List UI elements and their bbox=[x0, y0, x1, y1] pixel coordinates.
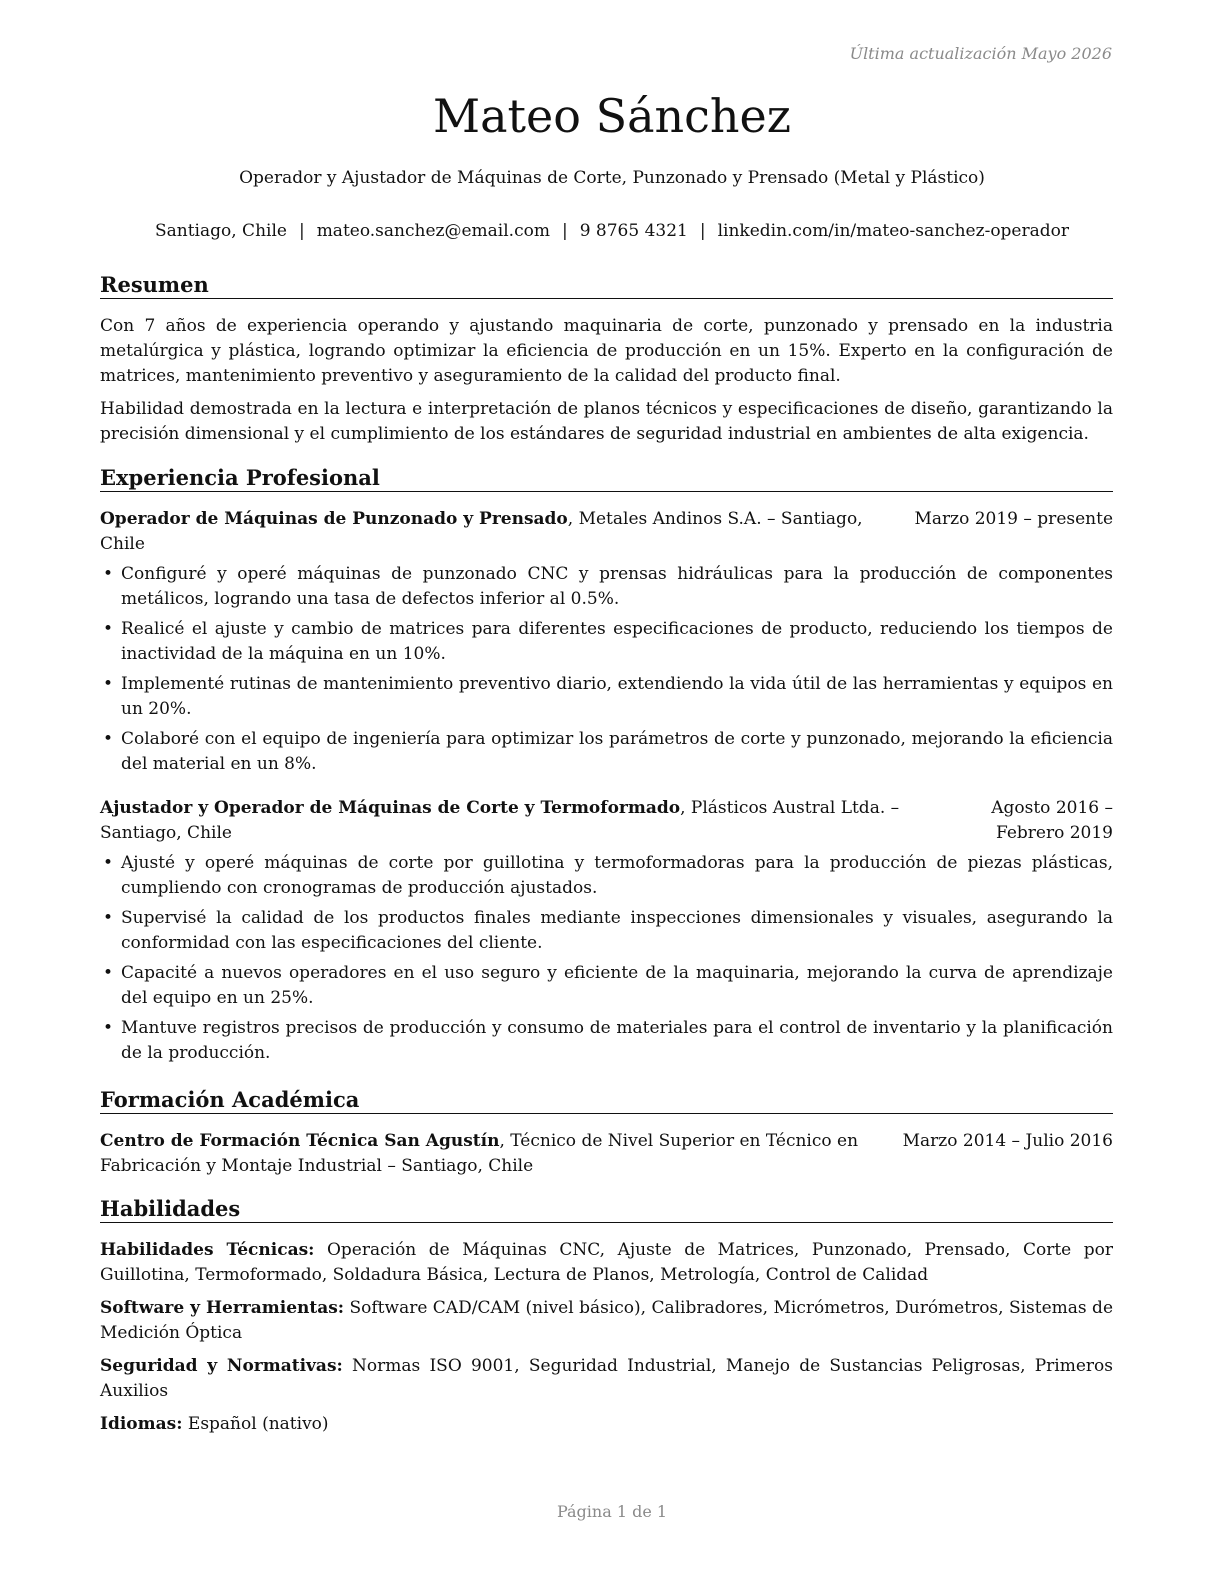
summary-section bbox=[100, 272, 1113, 447]
job-title: Operador y Ajustador de Máquinas de Corte, Punzonado y Prensado (Metal y Plástico) bbox=[239, 168, 985, 188]
skill-group bbox=[100, 1412, 1113, 1437]
skill-value: Operación de Máquinas CNC, Ajuste de Matrices, Punzonado, Prensado, Corte por Guillotina, Termoformado, Soldadura Básica, Lectura de Planos, Metrología, Control de Calidad bbox=[100, 1240, 1113, 1285]
job-company: , Plásticos Austral Ltda. – Santiago, Chile bbox=[100, 798, 900, 843]
skill-group bbox=[100, 1238, 1113, 1288]
job-bullet: • Configuré y operé máquinas de punzonado CNC y prensas hidráulicas para la producción de componentes metálicos, logrando una tasa de defectos inferior al 0.5%. bbox=[100, 562, 1113, 612]
experience-section bbox=[100, 465, 1113, 1071]
education-institution: Centro de Formación Técnica San Agustín bbox=[100, 1131, 500, 1151]
job-entry bbox=[100, 507, 1113, 777]
skill-value: Español (nativo) bbox=[182, 1414, 329, 1434]
job-date: Marzo 2019 – presente bbox=[914, 509, 1113, 529]
section-title-experience: Experiencia Profesional bbox=[100, 465, 1113, 492]
skill-group bbox=[100, 1296, 1113, 1346]
job-company: , Metales Andinos S.A. – Santiago, Chile bbox=[100, 509, 863, 554]
job-entry bbox=[100, 796, 1113, 1066]
skill-value: Normas ISO 9001, Seguridad Industrial, Manejo de Sustancias Peligrosas, Primeros Auxilios bbox=[100, 1356, 1113, 1401]
contact-location: Santiago, Chile bbox=[155, 221, 287, 241]
contact-email[interactable]: mateo.sanchez@email.com bbox=[316, 221, 550, 241]
job-role: Operador de Máquinas de Punzonado y Prensado bbox=[100, 509, 568, 529]
candidate-name: Mateo Sánchez bbox=[433, 89, 791, 143]
job-header bbox=[100, 796, 1113, 846]
skill-group bbox=[100, 1354, 1113, 1404]
section-title-skills: Habilidades bbox=[100, 1196, 1113, 1223]
job-role: Ajustador y Operador de Máquinas de Corte y Termoformado bbox=[100, 798, 681, 818]
skill-label: Seguridad y Normativas: bbox=[100, 1356, 343, 1376]
section-title-education: Formación Académica bbox=[100, 1087, 1113, 1114]
contact-separator: | bbox=[561, 221, 568, 241]
skill-label: Software y Herramientas: bbox=[100, 1298, 345, 1318]
job-bullet: • Colaboré con el equipo de ingeniería para optimizar los parámetros de corte y punzonado, mejorando la eficiencia del material en un 8%. bbox=[100, 727, 1113, 777]
education-date: Marzo 2014 – Julio 2016 bbox=[902, 1131, 1113, 1151]
job-date: Agosto 2016 – Febrero 2019 bbox=[991, 798, 1113, 843]
last-updated: Última actualización Mayo 2026 bbox=[849, 44, 1112, 63]
skill-label: Habilidades Técnicas: bbox=[100, 1240, 315, 1260]
job-bullet: • Implementé rutinas de mantenimiento preventivo diario, extendiendo la vida útil de las herramientas y equipos en un 20%. bbox=[100, 672, 1113, 722]
education-entry bbox=[100, 1129, 1113, 1179]
contact-phone: 9 8765 4321 bbox=[579, 221, 688, 241]
skill-label: Idiomas: bbox=[100, 1414, 183, 1434]
section-title-summary: Resumen bbox=[100, 272, 1113, 299]
job-bullet: • Capacité a nuevos operadores en el uso seguro y eficiente de la maquinaria, mejorando la curva de aprendizaje del equipo en un 25%. bbox=[100, 961, 1113, 1011]
contact-separator: | bbox=[699, 221, 706, 241]
summary-paragraph: Con 7 años de experiencia operando y ajustando maquinaria de corte, punzonado y prensado en la industria metalúrgica y plástica, logrando optimizar la eficiencia de producción en un 15%. Experto en la configuración de matrices, mantenimiento preventivo y aseguramiento de la calidad del producto final. bbox=[100, 316, 1113, 386]
page-number: Página 1 de 1 bbox=[556, 1502, 668, 1521]
job-bullet: • Ajusté y operé máquinas de corte por guillotina y termoformadoras para la producción de piezas plásticas, cumpliendo con cronogramas de producción ajustados. bbox=[100, 851, 1113, 901]
job-bullets bbox=[100, 562, 1113, 777]
contact-linkedin[interactable]: linkedin.com/in/mateo-sanchez-operador bbox=[717, 221, 1069, 241]
job-bullets bbox=[100, 851, 1113, 1066]
contact-line bbox=[0, 219, 1224, 243]
education-section bbox=[100, 1087, 1113, 1179]
education-degree: , Técnico de Nivel Superior en Técnico en Fabricación y Montaje Industrial – Santiago, Chile bbox=[100, 1131, 859, 1176]
summary-paragraph: Habilidad demostrada en la lectura e interpretación de planos técnicos y especificaciones de diseño, garantizando la precisión dimensional y el cumplimiento de los estándares de seguridad industrial en ambientes de alta exigencia. bbox=[100, 399, 1113, 444]
skill-value: Software CAD/CAM (nivel básico), Calibradores, Micrómetros, Durómetros, Sistemas de Medición Óptica bbox=[100, 1298, 1114, 1343]
contact-separator: | bbox=[298, 221, 305, 241]
skills-section bbox=[100, 1196, 1113, 1445]
job-header bbox=[100, 507, 1113, 557]
job-bullet: • Mantuve registros precisos de producción y consumo de materiales para el control de inventario y la planificación de la producción. bbox=[100, 1016, 1113, 1066]
job-bullet: • Supervisé la calidad de los productos finales mediante inspecciones dimensionales y visuales, asegurando la conformidad con las especificaciones del cliente. bbox=[100, 906, 1113, 956]
job-bullet: • Realicé el ajuste y cambio de matrices para diferentes especificaciones de producto, reduciendo los tiempos de inactividad de la máquina en un 10%. bbox=[100, 617, 1113, 667]
